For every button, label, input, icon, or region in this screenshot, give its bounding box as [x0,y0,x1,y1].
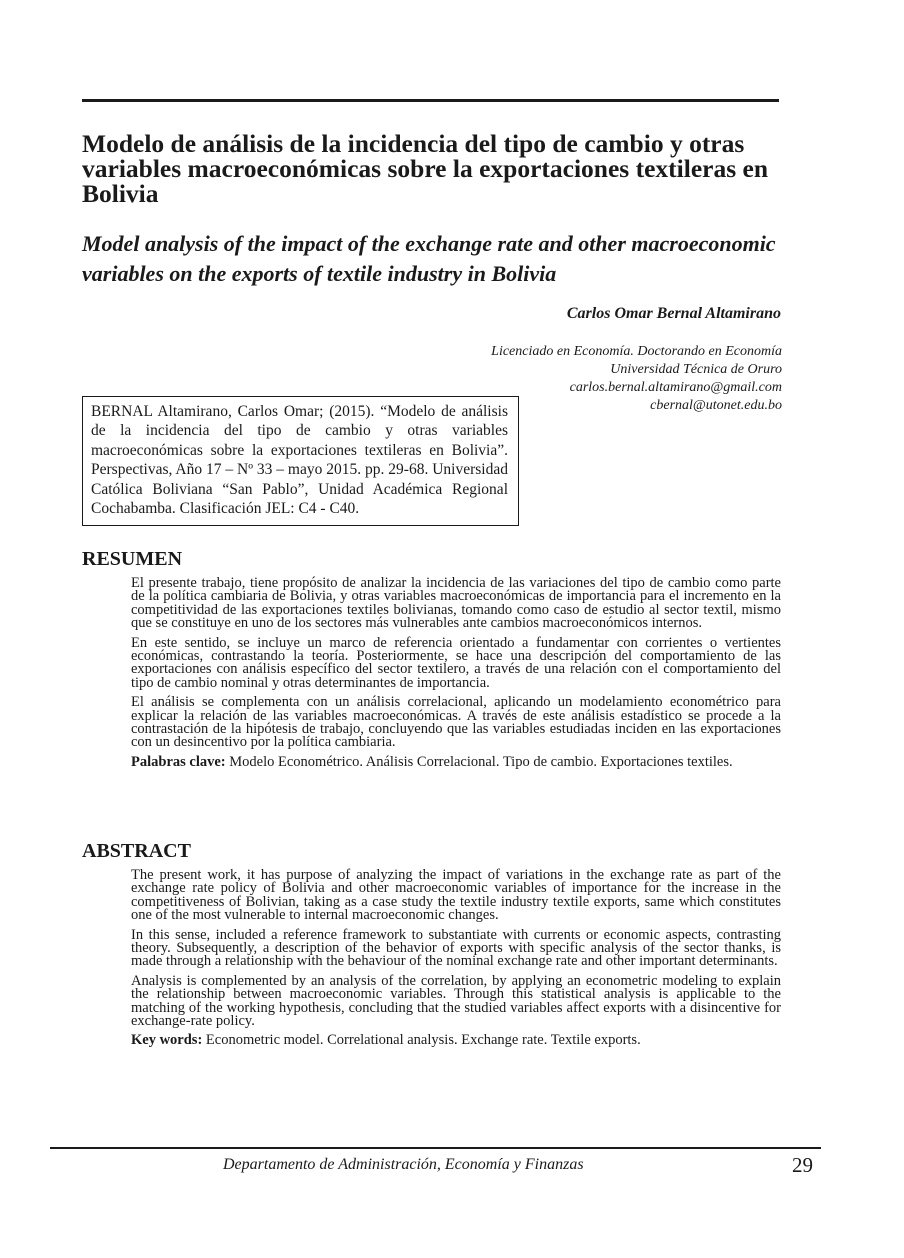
page-number: 29 [792,1153,813,1177]
affiliation-degree: Licenciado en Economía. Doctorando en Economía [491,344,782,359]
resumen-keywords-text: Modelo Econométrico. Análisis Correlacional. Tipo de cambio. Exportaciones textiles. [225,753,733,770]
abstract-paragraph: In this sense, included a reference framework to substantiate with currents or economic aspects, contrasting theory. Subsequently, a description of the behavior of exports with specific analysis of the sector thanks, is made through a relationship with the behaviour of the nominal exchange rate and other important determinants. [131,926,781,970]
resumen-paragraph: El análisis se complementa con un análisis correlacional, aplicando un modelamiento econométrico para explicar la relación de las variables macroeconómicas. A través de este análisis estadístico se procede a la contrastación de la hipótesis de trabajo, concluyendo que las variables estudiadas inciden en las exportaciones con un desincentivo por la política cambiaria. [131,694,781,751]
abstract-paragraph: The present work, it has purpose of analyzing the impact of variations in the exchange rate as part of the exchange rate policy of Bolivia and other macroeconomic variables of importance for the increase in the competitiveness of Bolivian, taking as a case study the textile industry textile exports, same which constitutes one of the most vulnerable to internal macroeconomic changes. [131,867,781,924]
article-title-spanish: Modelo de análisis de la incidencia del tipo de cambio y otras variables macroeconómicas sobre la exportaciones textileras en Bolivia [82,129,768,208]
affiliation-email-secondary: cbernal@utonet.edu.bo [650,398,782,413]
abstract-body [131,869,781,1054]
author-affiliation [491,343,782,415]
abstract-keywords-label: Key words: [131,1032,203,1049]
resumen-keywords-label: Palabras clave: [131,753,226,770]
resumen-body [131,577,781,775]
resumen-paragraph: En este sentido, se incluye un marco de referencia orientado a fundamentar con corrientes o vertientes económicas, contrastando la teoría. Posteriormente, se hace una descripción del comportamiento de las exportaciones con análisis específico del sector textilero, a través de una relación con el comportamiento del tipo de cambio nominal y otras determinantes de importancia. [131,634,781,691]
resumen-paragraph: El presente trabajo, tiene propósito de analizar la incidencia de las variaciones del tipo de cambio como parte de la política cambiaria de Bolivia, y otras variables macroeconómicas de importancia para el incremento en la competitividad de las exportaciones textiles bolivianas, tomando como caso de estudio al sector textil, mismo que se constituye en uno de los sectores más vulnerables ante cambios macroeconómicos internos. [131,575,781,632]
affiliation-email-primary: carlos.bernal.altamirano@gmail.com [569,380,782,395]
affiliation-university: Universidad Técnica de Oruro [610,362,782,377]
abstract-paragraph: Analysis is complemented by an analysis of the correlation, by applying an econometric modeling to explain the relationship between macroeconomic variables. Through this statistical analysis is applicable to the matching of the working hypothesis, concluding that the studied variables affect exports with a disincentive for exchange-rate policy. [131,972,781,1030]
abstract-keywords [131,1034,781,1047]
top-rule [82,99,779,102]
abstract-keywords-text: Econometric model. Correlational analysis. Exchange rate. Textile exports. [202,1032,641,1049]
author-name: Carlos Omar Bernal Altamirano [566,305,781,322]
footer-department: Departamento de Administración, Economía y Finanzas [223,1156,584,1173]
resumen-keywords [131,753,781,770]
footer-rule [50,1147,821,1149]
abstract-heading: ABSTRACT [82,840,191,862]
resumen-heading: RESUMEN [82,548,183,570]
citation-box: BERNAL Altamirano, Carlos Omar; (2015). “Modelo de análisis de la incidencia del tipo de cambio y otras variables macroeconómicas sobre la exportaciones textileras en Bolivia”. Perspectivas, Año 17 – Nº 33 – mayo 2015. pp. 29-68. Universidad Católica Boliviana “San Pablo”, Unidad Académica Regional Cochabamba. Clasificación JEL: C4 - C40. [82,396,519,526]
article-title-english: Model analysis of the impact of the exchange rate and other macroeconomic variables on the exports of textile industry in Bolivia [82,231,776,286]
